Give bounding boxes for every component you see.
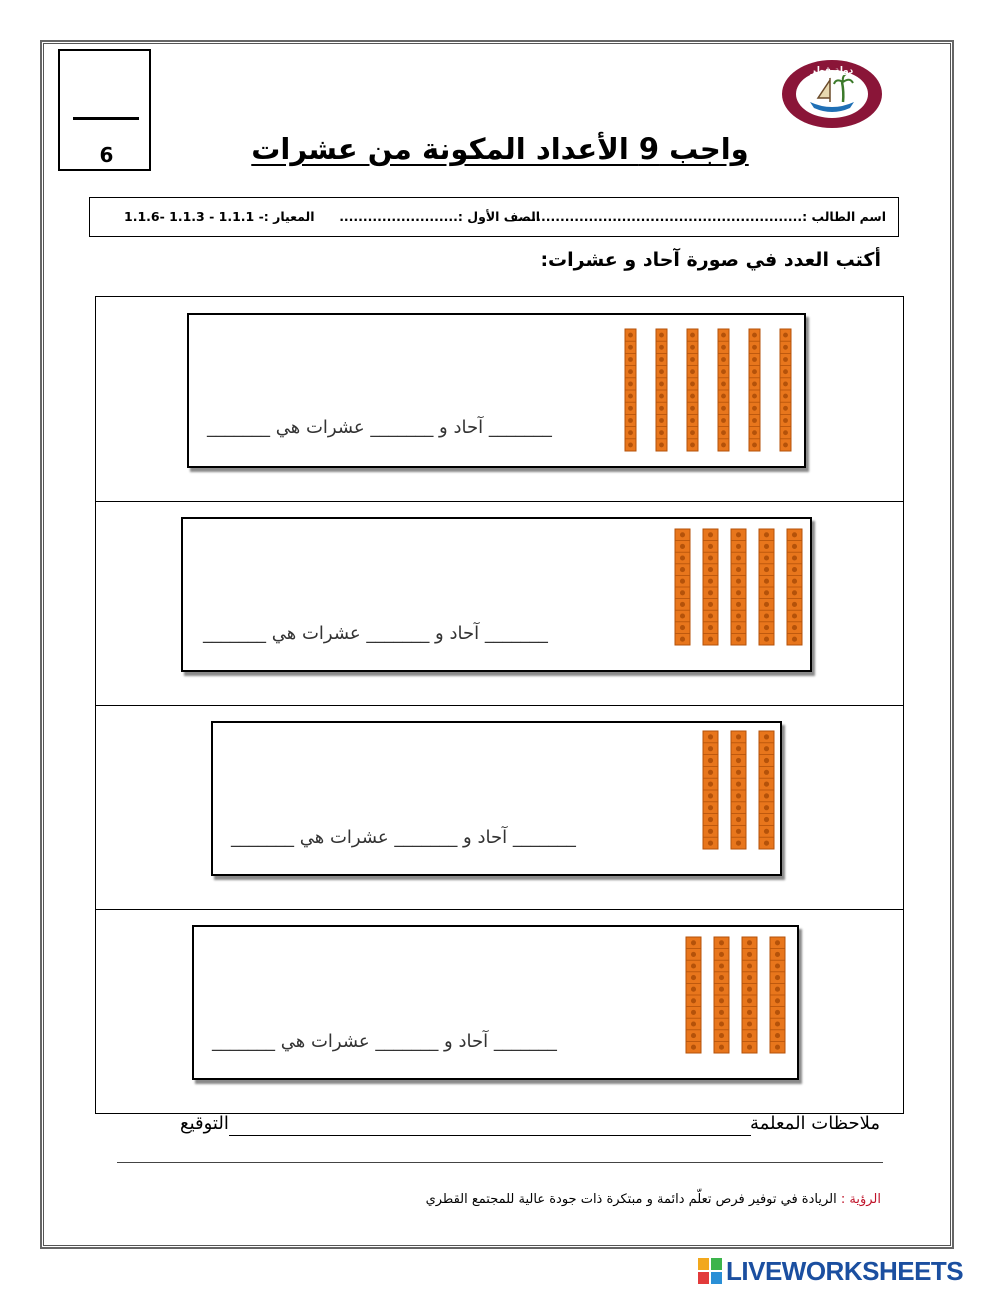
signature-label: التوقيع	[180, 1113, 229, 1134]
tens-rod	[625, 329, 636, 451]
answer-sentence-1[interactable]: _______ آحاد و _______ عشرات هي _______	[207, 417, 552, 438]
tens-rods-1	[623, 327, 793, 453]
grade-field: الصف الأول :.........................	[339, 209, 540, 224]
tens-rod	[714, 937, 729, 1053]
answer-sentence-4[interactable]: _______ آحاد و _______ عشرات هي _______	[212, 1031, 557, 1052]
liveworksheets-wordmark: LIVEWORKSHEETS	[726, 1256, 964, 1286]
tens-rods-3	[701, 729, 777, 855]
footer-divider	[117, 1162, 883, 1163]
score-box	[58, 49, 151, 171]
qatar-ministry-logo	[780, 58, 884, 130]
logo-text: دولة قطر	[810, 66, 854, 76]
score-line	[73, 117, 139, 120]
tens-rod	[703, 731, 718, 849]
tens-rod	[759, 529, 774, 645]
teacher-notes-row	[180, 1113, 880, 1143]
tens-rod	[675, 529, 690, 645]
standard-value: 1.1.1 - 1.1.3 -1.1.6	[124, 209, 255, 224]
vision-text: الريادة في توفير فرص تعلّم دائمة و مبتكرة ذات جودة عالية للمجتمع القطري	[425, 1192, 837, 1207]
tens-rod	[731, 731, 746, 849]
vision-label: الرؤية :	[840, 1192, 881, 1207]
tens-rod	[770, 937, 785, 1053]
instruction: أكتب العدد في صورة آحاد و عشرات:	[540, 249, 881, 271]
row-divider	[96, 501, 903, 502]
tens-rod	[686, 937, 701, 1053]
row-divider	[96, 909, 903, 910]
row-divider	[96, 705, 903, 706]
tens-rods-4	[684, 935, 788, 1057]
score-value: 6	[99, 143, 114, 167]
tens-rod	[749, 329, 760, 451]
tens-rod	[780, 329, 791, 451]
student-info-box	[89, 197, 899, 237]
standard-label: المعيار :-	[258, 209, 315, 224]
tens-rods-2	[673, 527, 803, 655]
tens-rod	[656, 329, 667, 451]
tens-rod	[787, 529, 802, 645]
tens-rod	[742, 937, 757, 1053]
standard-field	[124, 209, 315, 224]
exercise-card-1	[187, 313, 806, 468]
exercise-card-3	[211, 721, 782, 876]
teacher-notes-line[interactable]	[229, 1135, 751, 1136]
tens-rod	[731, 529, 746, 645]
vision-statement	[426, 1192, 881, 1207]
answer-sentence-2[interactable]: _______ آحاد و _______ عشرات هي _______	[203, 623, 548, 644]
tens-rod	[703, 529, 718, 645]
exercise-card-4	[192, 925, 799, 1080]
tens-rod	[718, 329, 729, 451]
tens-rod	[687, 329, 698, 451]
student-name-field[interactable]: اسم الطالب :.............................................................	[512, 209, 886, 224]
teacher-notes-label: ملاحظات المعلمة	[749, 1113, 880, 1134]
tens-rod	[759, 731, 774, 849]
liveworksheets-brand[interactable]	[696, 1254, 996, 1288]
answer-sentence-3[interactable]: _______ آحاد و _______ عشرات هي _______	[231, 827, 576, 848]
liveworksheets-logo-icon	[698, 1258, 722, 1284]
exercise-card-2	[181, 517, 812, 672]
page-title: واجب 9 الأعداد المكونة من عشرات	[251, 132, 749, 166]
